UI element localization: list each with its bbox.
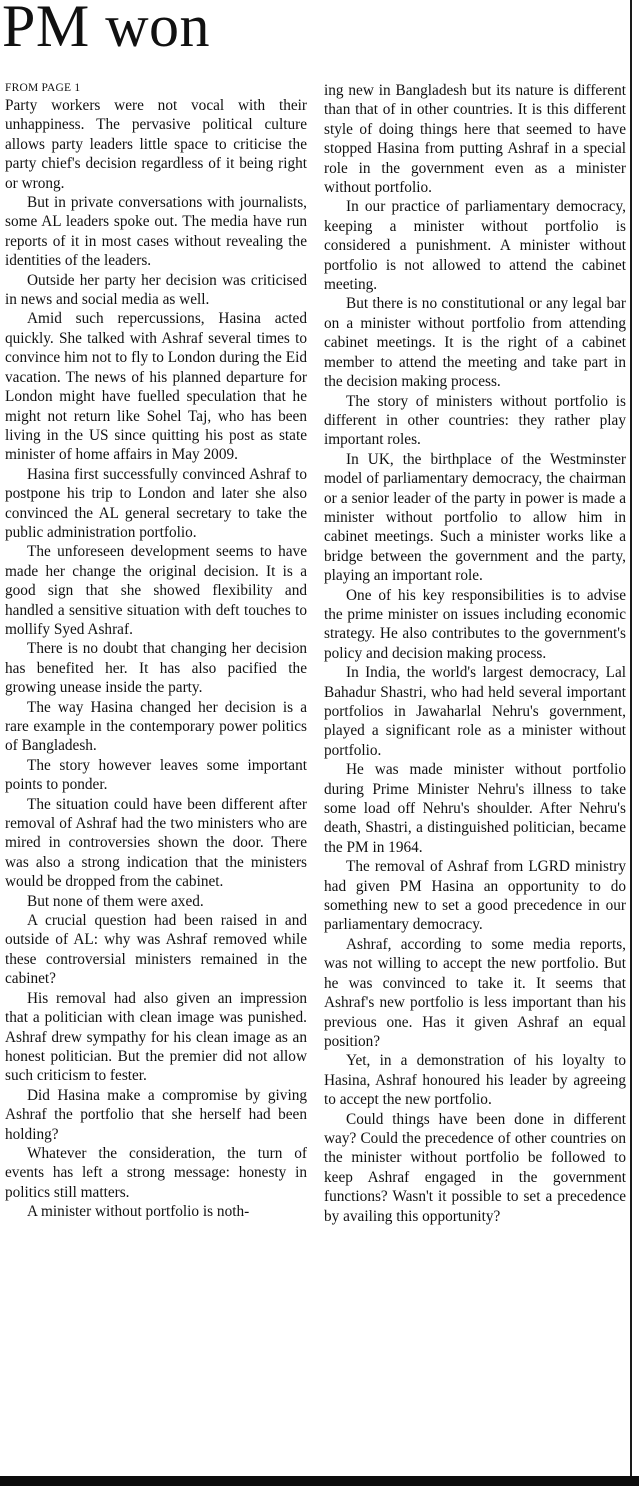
paragraph: Whatever the consideration, the turn of events has left a strong message: honesty in politics still matters. bbox=[5, 1144, 307, 1201]
paragraph: Hasina first successfully convinced Ashraf to postpone his trip to London and later she also convinced the AL general secretary to take the public administration portfolio. bbox=[5, 465, 307, 541]
paragraph: One of his key responsibilities is to advise the prime minister on issues including economic strategy. He also contributes to the government's policy and decision making process. bbox=[324, 586, 626, 662]
paragraph: The unforeseen development seems to have made her change the original decision. It is a good sign that she showed flexibility and handled a sensitive situation with deft touches to mollify Syed Ashraf. bbox=[5, 543, 307, 638]
paragraph: Could things have been done in different way? Could the precedence of other countries on the minister without portfolio be followed to keep Ashraf engaged in the government functions? Wasn't it possible to set a precedence by availing this opportunity? bbox=[324, 1110, 626, 1225]
paragraph: Did Hasina make a compromise by giving Ashraf the portfolio that she herself had been holding? bbox=[5, 1086, 307, 1143]
headline: PM won bbox=[2, 0, 211, 59]
paragraph: Party workers were not vocal with their unhappiness. The pervasive political culture allows party leaders little space to criticise the party chief's decision regardless of it being right or wrong. bbox=[5, 97, 307, 192]
right-column-body bbox=[324, 81, 626, 1226]
paragraph: In our practice of parliamentary democracy, keeping a minister without portfolio is considered a punishment. A minister without portfolio is not allowed to attend the cabinet meeting. bbox=[324, 198, 626, 294]
paragraph: In UK, the birthplace of the Westminster model of parliamentary democracy, the chairman or a senior leader of the party in power is made a minister without portfolio to allow him in cabinet meetings. Such a minister works like a bridge between the government and the party, playing an important role. bbox=[324, 450, 626, 585]
paragraph: Ashraf, according to some media reports, was not willing to accept the new portfolio. But he was convinced to take it. It seems that Ashraf's new portfolio is less important than his previous one. Has it given Ashraf an equal position? bbox=[324, 935, 626, 1050]
paragraph: ing new in Bangladesh but its nature is different than that of in other countries. It is this different style of doing things here that seemed to have stopped Hasina from putting Ashraf in a special role in the government even as a minister without portfolio. bbox=[324, 82, 626, 197]
paragraph: Outside her party her decision was criticised in news and social media as well. bbox=[5, 271, 307, 309]
paragraph: But in private conversations with journalists, some AL leaders spoke out. The media have run reports of it in most cases without revealing the identities of the leaders. bbox=[5, 194, 307, 270]
column-rule-right bbox=[630, 0, 632, 1478]
paragraph: The story of ministers without portfolio is different in other countries: they rather play important roles. bbox=[324, 392, 626, 449]
bottom-rule bbox=[0, 1476, 639, 1486]
left-column bbox=[5, 80, 307, 1222]
paragraph: The removal of Ashraf from LGRD ministry had given PM Hasina an opportunity to do something new to set a good precedence in our parliamentary democracy. bbox=[324, 858, 626, 934]
left-column-body bbox=[5, 96, 307, 1222]
paragraph: The situation could have been different after removal of Ashraf had the two ministers who are mired in controversies shown the door. There was also a strong indication that the ministers would be dropped from the cabinet. bbox=[5, 795, 307, 891]
kicker-from-page: FROM PAGE 1 bbox=[5, 82, 81, 94]
paragraph: Amid such repercussions, Hasina acted quickly. She talked with Ashraf several times to convince him not to fly to London during the Eid vacation. The news of his planned departure for London might have fuelled speculation that he might not return like Sohel Taj, who has been living in the US since quitting his post as state minister of home affairs in May 2009. bbox=[5, 310, 307, 464]
paragraph: But there is no constitutional or any legal bar on a minister without portfolio from attending cabinet meetings. It is the right of a cabinet member to attend the meeting and take part in the decision making process. bbox=[324, 295, 626, 391]
paragraph: A crucial question had been raised in and outside of AL: why was Ashraf removed while these controversial ministers remained in the cabinet? bbox=[5, 912, 307, 988]
paragraph: In India, the world's largest democracy, Lal Bahadur Shastri, who had held several important portfolios in Jawaharlal Nehru's government, played a significant role as a minister without portfolio. bbox=[324, 664, 626, 759]
paragraph: He was made minister without portfolio during Prime Minister Nehru's illness to take some load off Nehru's shoulder. After Nehru's death, Shastri, a distinguished politician, became the PM in 1964. bbox=[324, 761, 626, 856]
paragraph: His removal had also given an impression that a politician with clean image was punished. Ashraf drew sympathy for his clean image as an honest politician. But the premier did not allow such criticism to fester. bbox=[5, 989, 307, 1085]
right-column bbox=[324, 81, 626, 1226]
paragraph: A minister without portfolio is noth- bbox=[27, 1203, 250, 1221]
paragraph: Yet, in a demonstration of his loyalty to Hasina, Ashraf honoured his leader by agreeing to accept the new portfolio. bbox=[324, 1052, 626, 1109]
paragraph: The way Hasina changed her decision is a rare example in the contemporary power politics of Bangladesh. bbox=[5, 698, 307, 755]
paragraph: There is no doubt that changing her decision has benefited her. It has also pacified the growing unease inside the party. bbox=[5, 640, 307, 697]
paragraph: The story however leaves some important points to ponder. bbox=[5, 756, 307, 794]
paragraph: But none of them were axed. bbox=[27, 892, 204, 910]
